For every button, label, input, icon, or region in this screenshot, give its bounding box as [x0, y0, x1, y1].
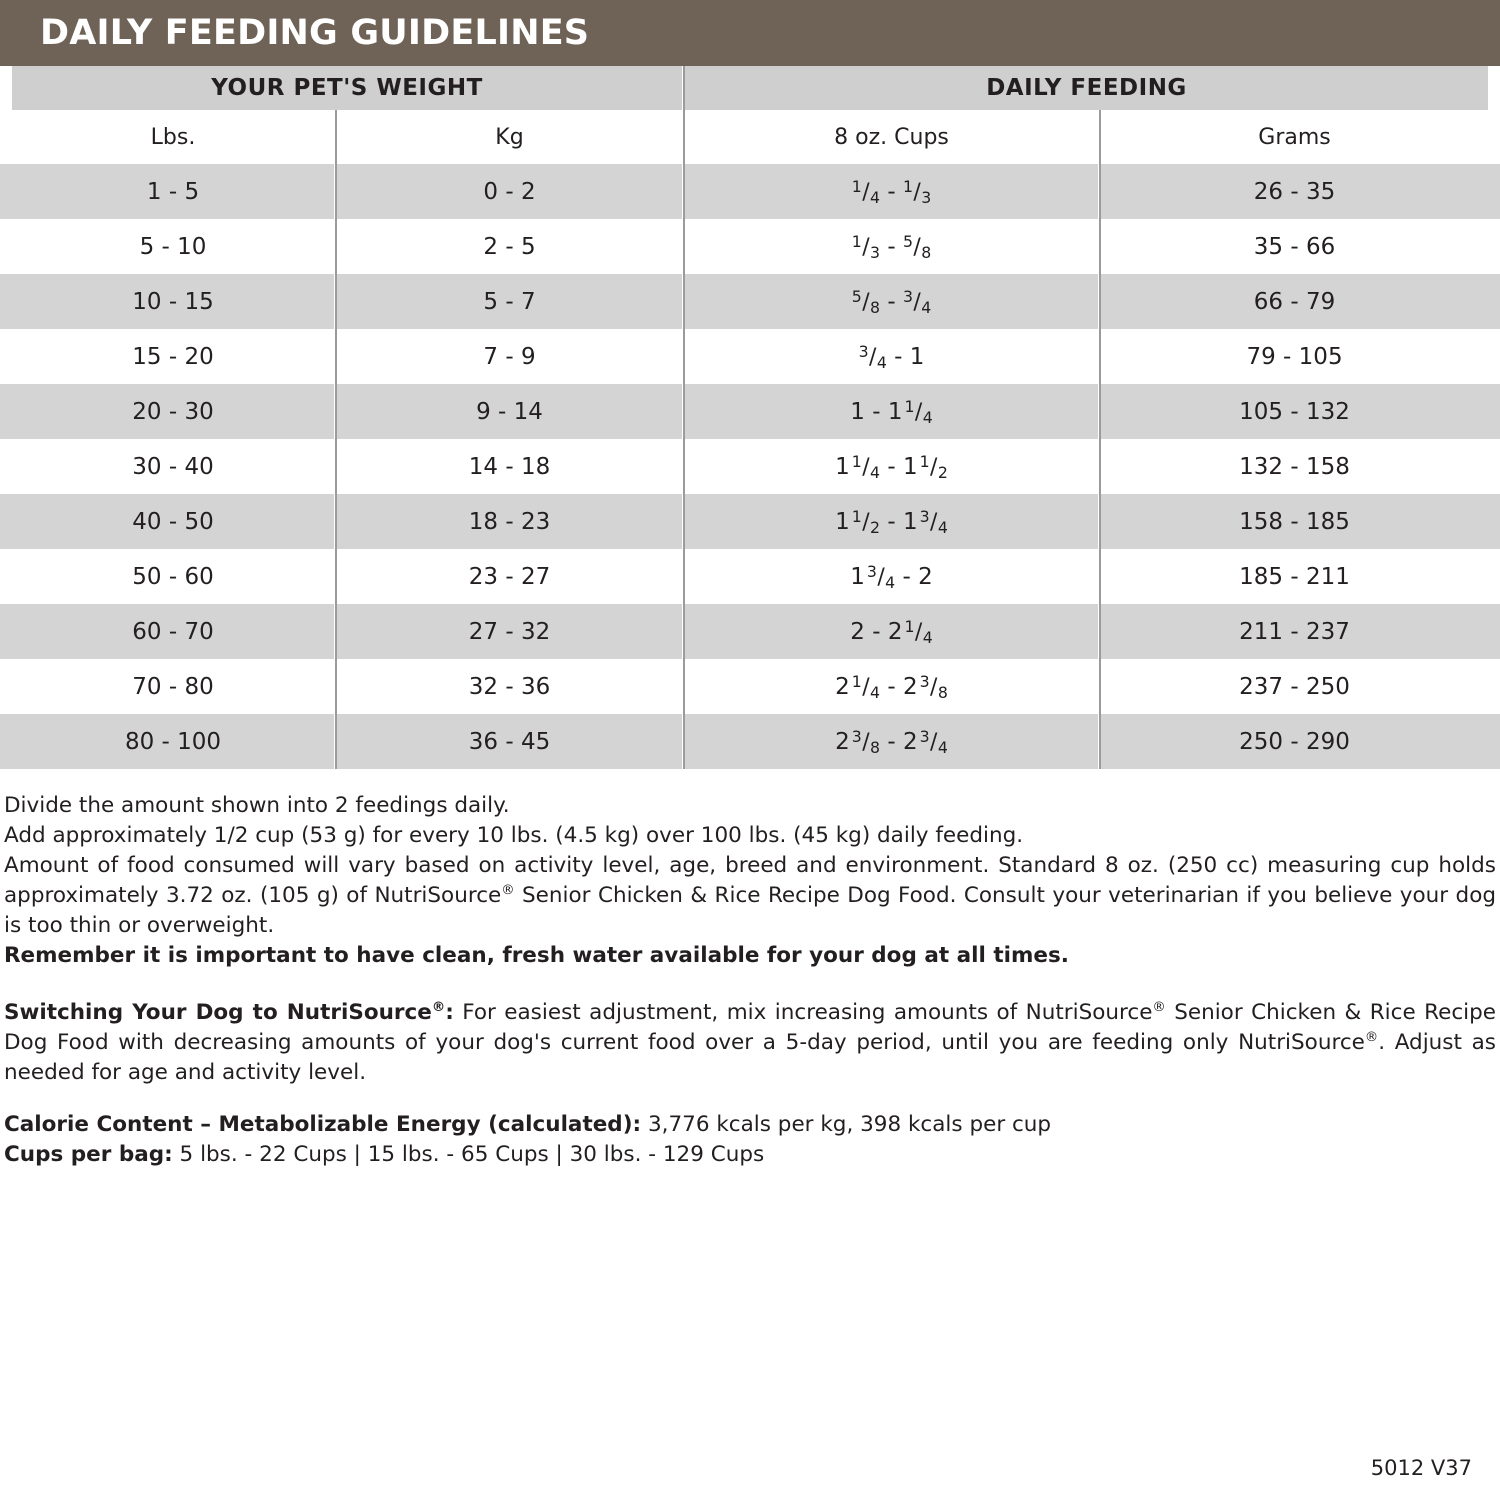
cell-lbs: 5 - 10	[12, 219, 334, 274]
notes-spacer	[4, 1088, 1496, 1110]
cell-cups: 1 $^3/_4 - 2$	[685, 549, 1098, 604]
note-over-100lbs: Add approximately 1/2 cup (53 g) for every 10 lbs. (4.5 kg) over 100 lbs. (45 kg) daily feeding.	[4, 823, 1024, 849]
feeding-table-body	[0, 164, 1500, 769]
note-amount-varies-part1: Amount of food consumed will vary based on activity level, age, breed and environment. Standard 8 oz. (250 cc) measuring cup holds approximately 3.72 oz. (105 g) of NutriSource	[4, 853, 1496, 909]
note-amount-varies-part2: Senior Chicken & Rice Recipe Dog Food. Consult your veterinarian if you believe your dog is too thin or overweight.	[4, 883, 1496, 939]
cell-kg: 0 - 2	[337, 164, 682, 219]
column-header-grams: Grams	[1101, 110, 1488, 164]
row-edge	[1488, 659, 1500, 714]
calorie-label: Calorie Content – Metabolizable Energy (calculated):	[4, 1111, 642, 1137]
cell-grams: 105 - 132	[1101, 384, 1488, 439]
feeding-guidelines-table	[0, 66, 1500, 769]
cups-per-bag-value: 5 lbs. - 22 Cups | 15 lbs. - 65 Cups | 30 lbs. - 129 Cups	[172, 1141, 765, 1167]
table-row	[0, 659, 1500, 714]
table-row	[0, 439, 1500, 494]
cell-lbs: 20 - 30	[12, 384, 334, 439]
table-edge-spacer	[1488, 110, 1500, 164]
table-edge-spacer	[1488, 66, 1500, 110]
cell-grams: 66 - 79	[1101, 274, 1488, 329]
note-amount-varies	[4, 851, 1496, 941]
row-edge	[1488, 219, 1500, 274]
cell-kg: 32 - 36	[337, 659, 682, 714]
table-row	[0, 384, 1500, 439]
table-edge-spacer	[0, 66, 12, 110]
cell-kg: 7 - 9	[337, 329, 682, 384]
row-edge	[0, 274, 12, 329]
switching-part2: Senior Chicken & Rice Recipe Dog Food with decreasing amounts of your dog's current food over a 5-day period, until you are feeding only NutriSource	[4, 999, 1496, 1055]
table-edge-spacer	[0, 110, 12, 164]
row-edge	[0, 659, 12, 714]
cell-kg: 14 - 18	[337, 439, 682, 494]
calorie-value: 3,776 kcals per kg, 398 kcals per cup	[641, 1111, 1052, 1137]
group-header-feeding: DAILY FEEDING	[685, 66, 1488, 110]
cell-grams: 26 - 35	[1101, 164, 1488, 219]
cell-kg: 18 - 23	[337, 494, 682, 549]
row-edge	[0, 164, 12, 219]
feeding-table-container	[0, 66, 1500, 769]
row-edge	[0, 604, 12, 659]
cell-lbs: 80 - 100	[12, 714, 334, 769]
table-row	[0, 714, 1500, 769]
cell-cups: $^3/_4 - 1$	[685, 329, 1098, 384]
note-calorie-content	[4, 1110, 1496, 1140]
cell-grams: 132 - 158	[1101, 439, 1488, 494]
switching-part3: . Adjust as needed for age and activity level.	[4, 1029, 1496, 1085]
cell-grams: 79 - 105	[1101, 329, 1488, 384]
cell-cups: 1 - 1 $^1/_4$	[685, 384, 1098, 439]
switching-label: Switching Your Dog to NutriSource	[4, 999, 432, 1025]
table-row	[0, 549, 1500, 604]
note-cups-per-bag	[4, 1140, 1496, 1170]
table-row	[0, 604, 1500, 659]
note-switching	[4, 998, 1496, 1088]
table-group-header-row	[0, 66, 1500, 110]
cell-lbs: 15 - 20	[12, 329, 334, 384]
cell-cups: $^1/_3 - ^5/_8$	[685, 219, 1098, 274]
cell-grams: 158 - 185	[1101, 494, 1488, 549]
group-header-weight: YOUR PET'S WEIGHT	[12, 66, 682, 110]
row-edge	[0, 439, 12, 494]
row-edge	[0, 494, 12, 549]
cell-kg: 9 - 14	[337, 384, 682, 439]
cell-kg: 5 - 7	[337, 274, 682, 329]
cell-lbs: 1 - 5	[12, 164, 334, 219]
column-header-lbs: Lbs.	[12, 110, 334, 164]
footer-code: 5012 V37	[1370, 1456, 1472, 1480]
cell-lbs: 30 - 40	[12, 439, 334, 494]
row-edge	[1488, 604, 1500, 659]
table-column-header-row	[0, 110, 1500, 164]
registered-mark: ®	[1152, 999, 1166, 1015]
column-header-kg: Kg	[337, 110, 682, 164]
table-row	[0, 219, 1500, 274]
cell-lbs: 40 - 50	[12, 494, 334, 549]
cell-cups: $^1/_4 - ^1/_3$	[685, 164, 1098, 219]
cell-lbs: 70 - 80	[12, 659, 334, 714]
cell-grams: 250 - 290	[1101, 714, 1488, 769]
row-edge	[0, 329, 12, 384]
row-edge	[1488, 329, 1500, 384]
cell-grams: 237 - 250	[1101, 659, 1488, 714]
feeding-notes	[0, 769, 1500, 1170]
column-header-cups: 8 oz. Cups	[685, 110, 1098, 164]
table-row	[0, 494, 1500, 549]
cell-grams: 185 - 211	[1101, 549, 1488, 604]
row-edge	[1488, 549, 1500, 604]
cell-kg: 36 - 45	[337, 714, 682, 769]
notes-spacer	[4, 972, 1496, 998]
cell-grams: 35 - 66	[1101, 219, 1488, 274]
note-fresh-water: Remember it is important to have clean, fresh water available for your dog at all times.	[4, 943, 1069, 969]
cell-kg: 23 - 27	[337, 549, 682, 604]
row-edge	[1488, 714, 1500, 769]
page-title: DAILY FEEDING GUIDELINES	[40, 13, 590, 53]
cell-cups: 2 $^3/_8 - 2$ $^3/_4$	[685, 714, 1098, 769]
cups-per-bag-label: Cups per bag:	[4, 1141, 173, 1167]
row-edge	[0, 384, 12, 439]
table-row	[0, 274, 1500, 329]
registered-mark: ®	[1364, 1029, 1379, 1045]
cell-kg: 2 - 5	[337, 219, 682, 274]
row-edge	[0, 219, 12, 274]
row-edge	[1488, 164, 1500, 219]
cell-cups: 2 $^1/_4 - 2$ $^3/_8$	[685, 659, 1098, 714]
cell-cups: $^5/_8 - ^3/_4$	[685, 274, 1098, 329]
row-edge	[1488, 384, 1500, 439]
switching-label-colon: :	[445, 999, 454, 1025]
title-bar	[0, 0, 1500, 66]
registered-mark: ®	[431, 999, 446, 1015]
registered-mark: ®	[501, 883, 515, 899]
cell-lbs: 10 - 15	[12, 274, 334, 329]
cell-cups: 1 $^1/_4 - 1$ $^1/_2$	[685, 439, 1098, 494]
row-edge	[0, 714, 12, 769]
cell-cups: 1 $^1/_2 - 1$ $^3/_4$	[685, 494, 1098, 549]
row-edge	[1488, 439, 1500, 494]
cell-cups: 2 - 2 $^1/_4$	[685, 604, 1098, 659]
row-edge	[1488, 494, 1500, 549]
row-edge	[0, 549, 12, 604]
cell-grams: 211 - 237	[1101, 604, 1488, 659]
cell-lbs: 60 - 70	[12, 604, 334, 659]
cell-kg: 27 - 32	[337, 604, 682, 659]
note-divide-feedings: Divide the amount shown into 2 feedings daily.	[4, 793, 510, 818]
cell-lbs: 50 - 60	[12, 549, 334, 604]
table-row	[0, 164, 1500, 219]
switching-part1: For easiest adjustment, mix increasing amounts of NutriSource	[453, 999, 1153, 1025]
row-edge	[1488, 274, 1500, 329]
table-row	[0, 329, 1500, 384]
